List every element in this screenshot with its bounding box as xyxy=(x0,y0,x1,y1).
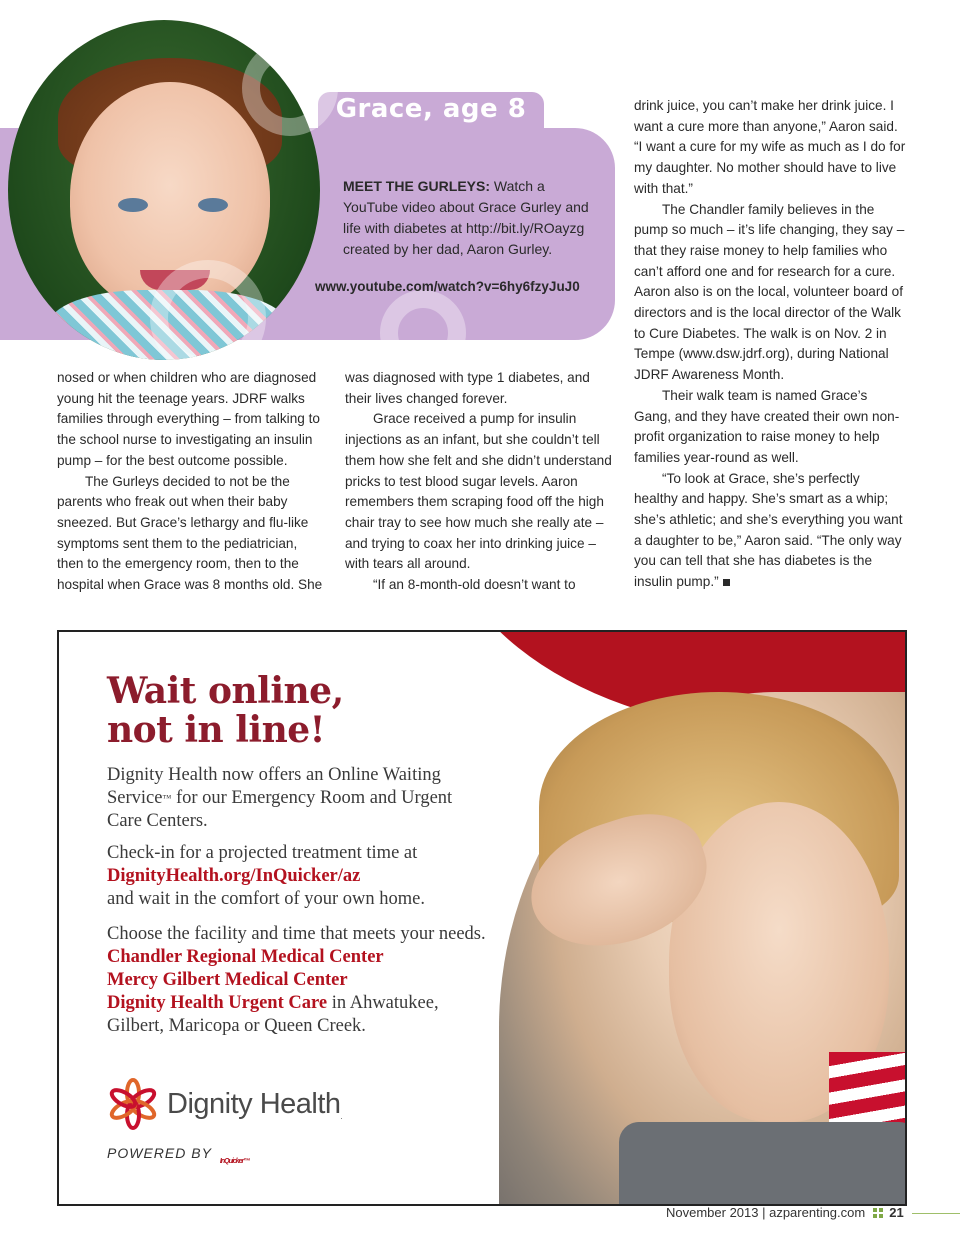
dignity-health-ad[interactable] xyxy=(57,630,907,1206)
meet-label: MEET THE GURLEYS: xyxy=(343,178,491,194)
woman-headache-photo xyxy=(499,692,907,1206)
text: Check-in for a projected treatment time at xyxy=(107,843,418,863)
photo-laptop xyxy=(619,1122,907,1206)
decorative-circle xyxy=(242,40,338,136)
paragraph-text: “To look at Grace, she’s perfectly healthy and happy. She’s smart as a whip; she’s athletic; and she’s everything you want a daughter to be,” Aaron said. “The only way you can tell that she has diabetes is the insulin pump.” xyxy=(634,470,903,590)
powered-by-inquicker xyxy=(107,1134,249,1165)
text: in Ahwatukee, Gilbert, Maricopa or Queen Creek. xyxy=(107,993,439,1036)
headline-line-2: not in line! xyxy=(107,709,325,751)
powered-by-label: POWERED BY xyxy=(107,1145,212,1161)
page-footer xyxy=(666,1205,904,1220)
dignity-health-logo xyxy=(107,1078,342,1130)
inquicker-trademark: ™ xyxy=(243,1158,250,1165)
paragraph-last xyxy=(634,469,906,593)
headline-line-1: Wait online, xyxy=(107,670,344,712)
article-column-2 xyxy=(345,368,615,596)
ad-paragraph-2 xyxy=(107,842,487,911)
paragraph: nosed or when children who are diagnosed young hit the teenage years. JDRF walks families through everything – from talking to the school nurse to investigating an insulin pump – for the best outcome possible. xyxy=(57,370,320,468)
facility-chandler: Chandler Regional Medical Center xyxy=(107,947,384,967)
end-mark-icon xyxy=(723,579,730,586)
text: Dignity Health now offers an Online Waiting Service xyxy=(107,765,441,808)
paragraph: Grace received a pump for insulin injections as an infant, but she couldn’t tell them how she felt and she didn’t understand pricks to test blood sugar levels. Aaron remembers them scraping food off the high chair tray to see how much she really ate – and trying to coax her into drinking juice – with tears all around. xyxy=(345,411,612,572)
inquicker-link[interactable]: DignityHealth.org/InQuicker/az xyxy=(107,866,361,886)
caption-title: Grace, age 8 xyxy=(335,94,527,124)
paragraph: The Chandler family believes in the pump so much – it’s life changing, they say – that they raise money to help families who can’t afford one and for research for a cure. Aaron also is on the local, volunteer board of directors and is the local director of the Walk to Cure Diabetes. The walk is on Nov. 2 in Tempe (www.dsw.jdrf.org), during National JDRF Awareness Month. xyxy=(634,201,905,383)
article-column-1 xyxy=(57,368,325,596)
ad-headline xyxy=(107,672,344,750)
facility-urgent-care: Dignity Health Urgent Care xyxy=(107,993,328,1013)
paragraph: was diagnosed with type 1 diabetes, and their lives changed forever. xyxy=(345,370,590,406)
decorative-circle xyxy=(380,290,466,376)
article-column-3 xyxy=(634,96,906,593)
text: for our Emergency Room and Urgent Care Centers. xyxy=(107,788,453,831)
logo-name: Dignity Health xyxy=(167,1087,341,1120)
page-number: 21 xyxy=(889,1205,904,1220)
text: and wait in the comfort of your own home. xyxy=(107,889,426,909)
trademark: ™ xyxy=(162,793,172,803)
footer-issue: November 2013 | azparenting.com xyxy=(666,1205,866,1220)
ad-paragraph-1 xyxy=(107,764,487,833)
meet-text: Watch a YouTube video about Grace Gurley and life with diabetes at http://bit.ly/ROayzg created by her dad, Aaron Gurley. xyxy=(343,178,589,257)
ad-paragraph-3 xyxy=(107,923,487,1038)
paragraph: The Gurleys decided to not be the parents who freak out when their baby sneezed. But Grace’s lethargy and flu-like symptoms sent them to the pediatrician, then to the emergency room, then to the hospital when Grace was 8 months old. She xyxy=(57,473,323,593)
footer-dots-icon xyxy=(873,1208,883,1218)
meet-the-gurleys xyxy=(343,176,591,260)
decorative-circle xyxy=(150,260,266,376)
photo-eye-left xyxy=(118,198,148,212)
logo-mark: . xyxy=(340,1111,343,1121)
text: Choose the facility and time that meets your needs. xyxy=(107,924,486,944)
photo-eye-right xyxy=(198,198,228,212)
paragraph: “If an 8-month-old doesn’t want to xyxy=(373,577,576,593)
paragraph: Their walk team is named Grace’s Gang, and they have created their own non-profit organization to raise money to help families year-round as well. xyxy=(634,387,900,465)
youtube-url[interactable]: www.youtube.com/watch?v=6hy6fzyJuJ0 xyxy=(315,279,580,294)
footer-rule xyxy=(912,1213,960,1214)
dignity-health-flower-icon xyxy=(107,1078,159,1130)
paragraph: drink juice, you can’t make her drink juice. I want a cure more than anyone,” Aaron said. “I want a cure for my wife as much as I do for my daughter. No mother should have to live with that.” xyxy=(634,98,906,196)
inquicker-logo: InQuicker xyxy=(219,1158,244,1165)
facility-mercy-gilbert: Mercy Gilbert Medical Center xyxy=(107,970,348,990)
